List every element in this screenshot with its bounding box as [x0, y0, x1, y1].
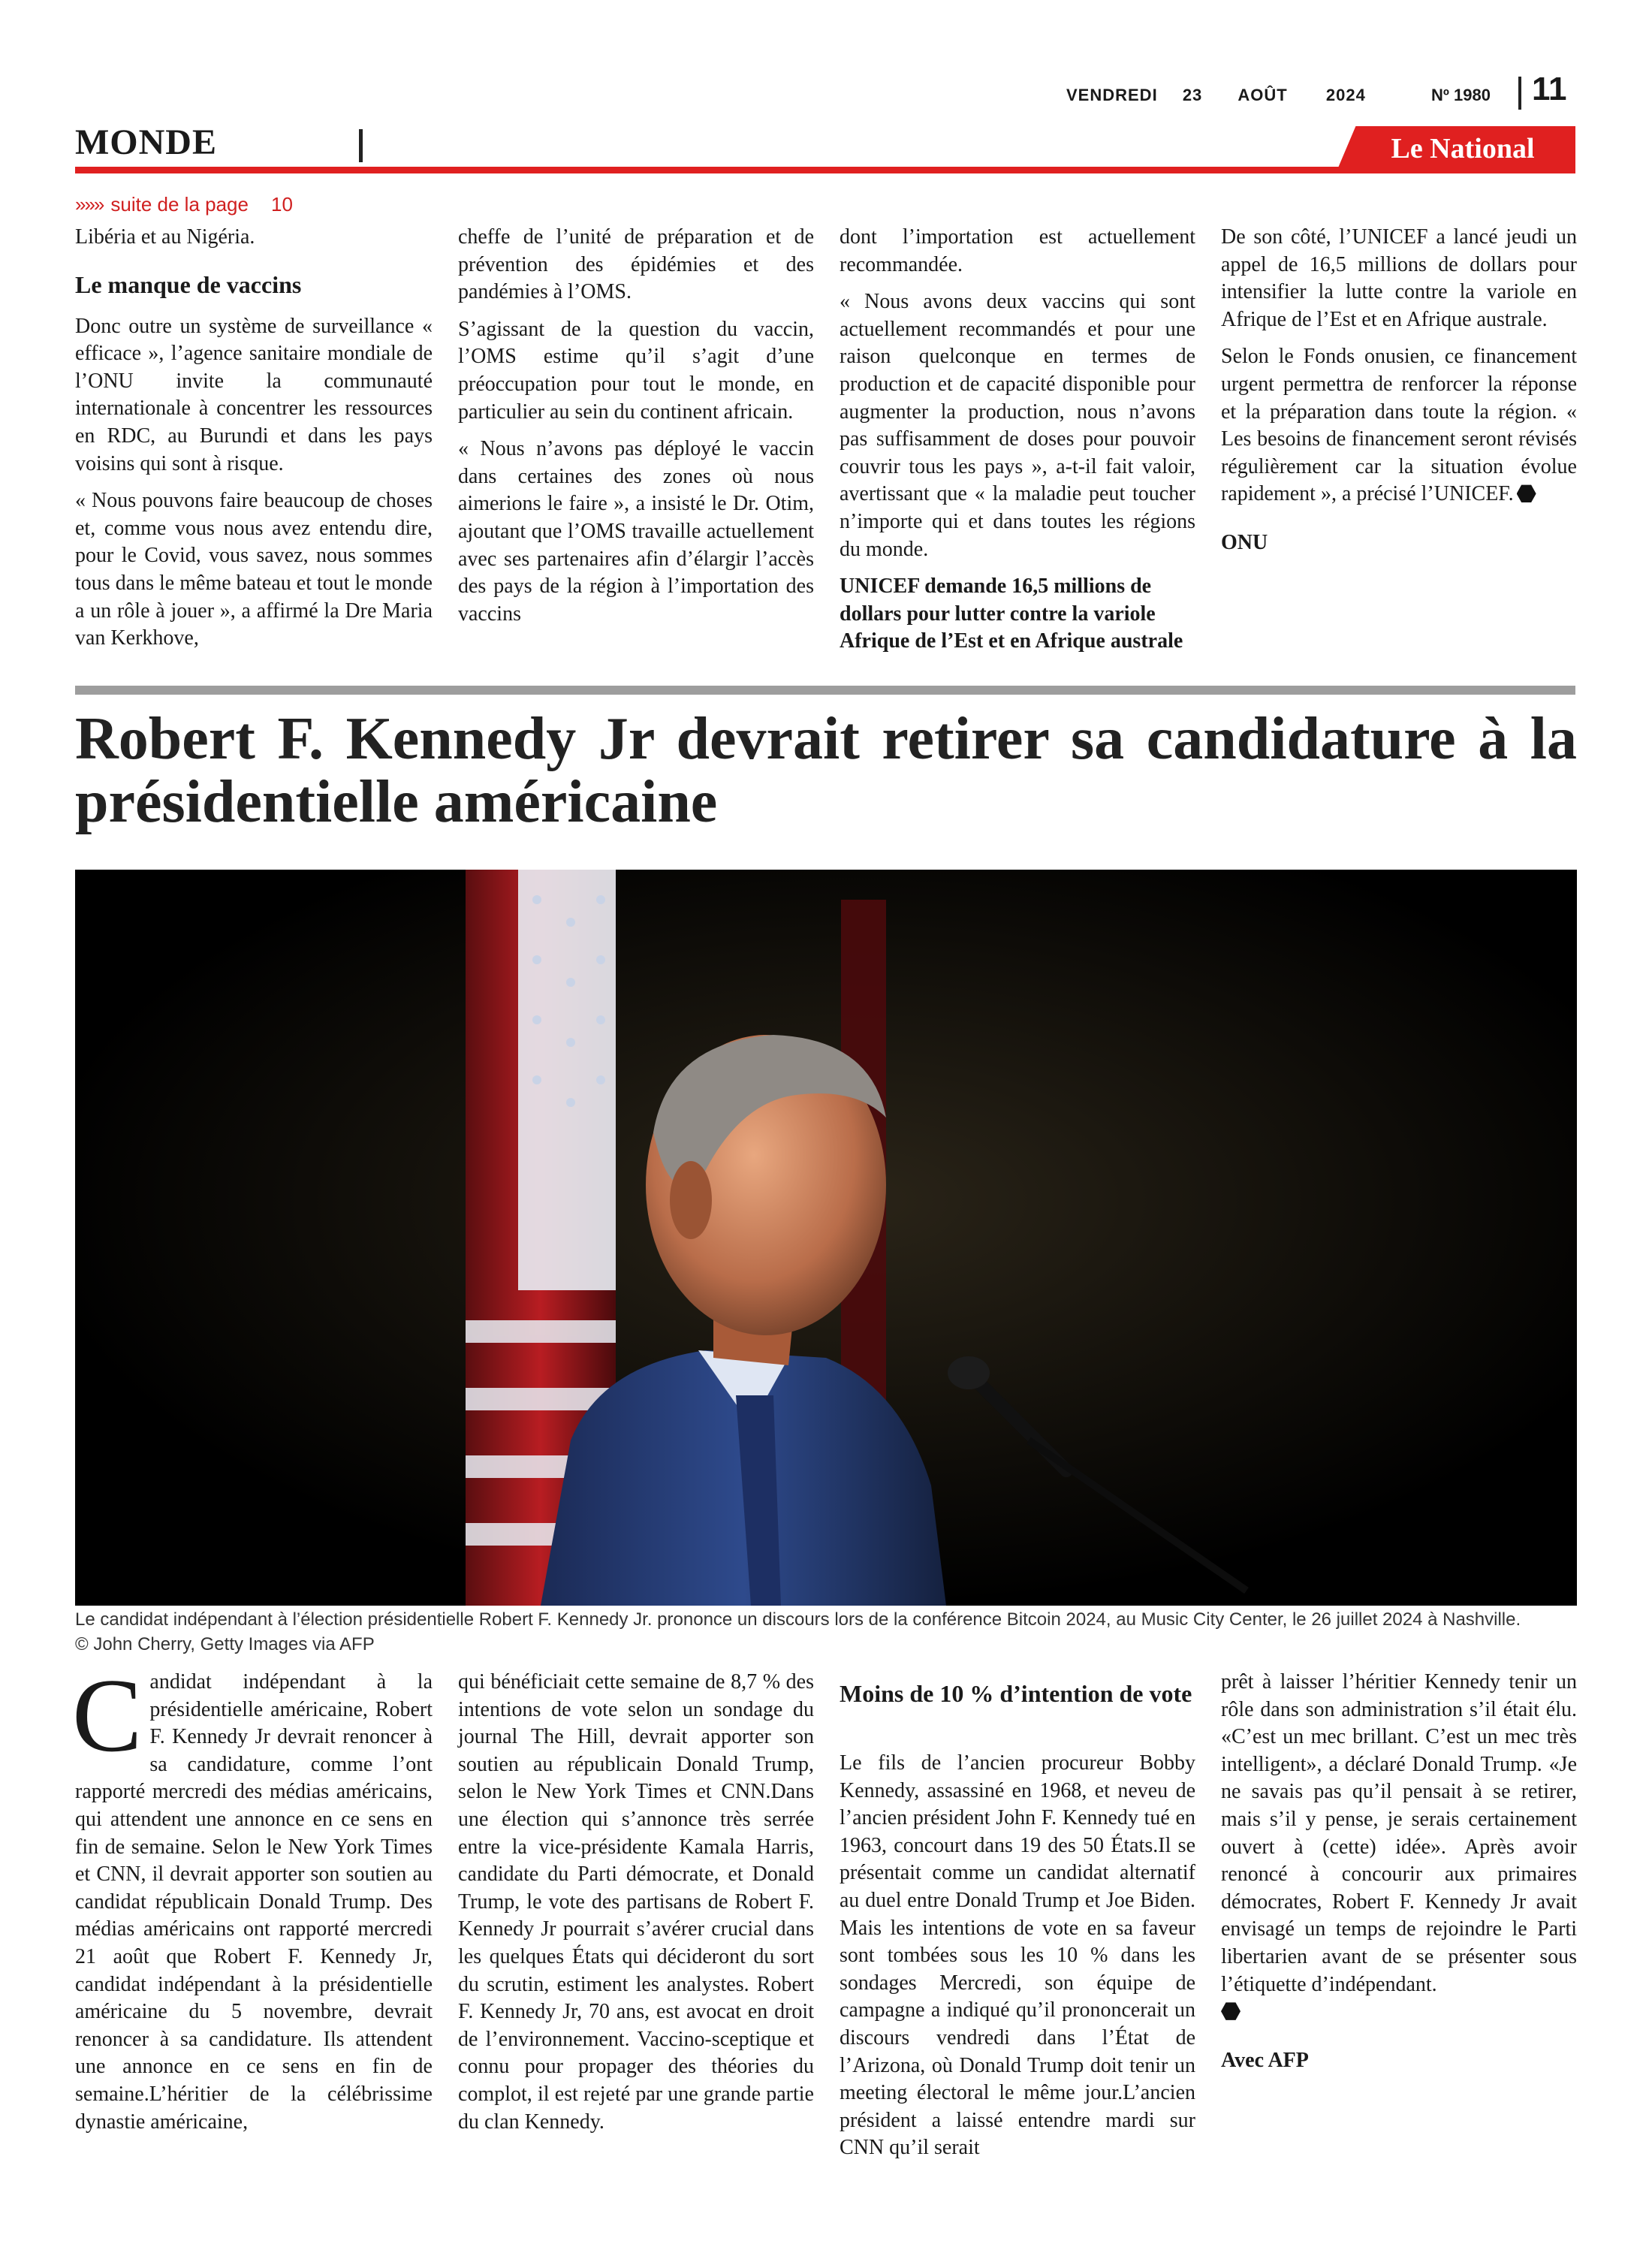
end-of-article-icon [1517, 484, 1536, 503]
continuation-reference[interactable] [75, 193, 293, 216]
date-day: VENDREDI [1066, 86, 1158, 104]
article-separator [75, 686, 1575, 695]
paragraph: « Nous n’avons pas déployé le vaccin dans certaines des zones où nous aimerions le faire », a insisté le Dr. Otim, ajoutant que l’OMS travaille actuellement avec ses partenaires afin d’élargir l’accès des pays de la région à l’importation des vaccins [458, 437, 814, 626]
paragraph-text: Selon le Fonds onusien, ce financement urgent permettra de renforcer la réponse et la préparation dans toute la région. « Les besoins de financement seront révisés régulièrement car la situation évolue rapidement », a précisé l’UNICEF. [1221, 345, 1577, 506]
page-number: 11 [1532, 71, 1567, 107]
paragraph: dont l’importation est actuellement recommandée. [840, 225, 1195, 276]
photo-credit: © John Cherry, Getty Images via AFP [75, 1634, 375, 1654]
date-num: 23 [1182, 86, 1203, 104]
drop-cap: C [72, 1657, 143, 1774]
brand-name: Le National [1391, 133, 1535, 164]
issue-number: Nº 1980 [1431, 86, 1491, 104]
paragraph: S’agissant de la question du vaccin, l’OMS estime qu’il s’agit d’une préoccupation pour tout le monde, en particulier au sein du continent africain. [458, 317, 814, 424]
top-article-column-2 [458, 224, 814, 638]
paragraph: « Nous pouvons faire beaucoup de choses et, comme vous nous avez entendu dire, pour le Covid, vous savez, nous sommes tous dans le même bateau et tout le monde a un rôle à jouer », a affirmé la Dre Maria van Kerkhove, [75, 489, 433, 650]
caption-text: Le candidat indépendant à l’élection présidentielle Robert F. Kennedy Jr. prononce un discours lors de la conférence Bitcoin 2024, au Music City Center, le 26 juillet 2024 à Nashville. [75, 1609, 1521, 1630]
main-article-column-1 [72, 1657, 433, 2146]
subheading: Moins de 10 % d’intention de vote [840, 1680, 1192, 1707]
paragraph-text: andidat indépendant à la présidentielle américaine, Robert F. Kennedy Jr devrait renoncer à sa candidature, comme l’ont rapporté mercredi des médias américains, qui attendent une annonce en ce sens en fin de semaine. Selon le New York Times et CNN, il devrait apporter son soutien au candidat républicain Donald Trump. Des médias américains ont rapporté mercredi 21 août que Robert F. Kennedy Jr, candidat indépendant à la présidentielle américaine du 5 novembre, devrait renoncer à sa candidature. Ils attendent une annonce en ce sens en fin de semaine.L’héritier de la célébrissime dynastie américaine, [75, 1670, 433, 2134]
paragraph [1221, 1669, 1577, 2026]
subheading: Le manque de vaccins [75, 270, 302, 298]
article-photo [75, 870, 1577, 1606]
continuation-label: suite de la page [110, 193, 249, 216]
paragraph: cheffe de l’unité de préparation et de prévention des épidémies et des pandémies à l’OMS. [458, 225, 814, 304]
paragraph-text: prêt à laisser l’héritier Kennedy tenir un rôle dans son administration s’il était élu. «C’est un mec brillant. C’est un mec très intelligent», a déclaré Donald Trump. «Je ne savais pas qu’il pensait à se retirer, mais s’il y pense, je serais certainement ouvert à (cette) idée». Après avoir renoncé à concourir aux primaires démocrates, Robert F. Kennedy Jr avait envisagé un temps de rejoindre le Parti libertarien avant de se présenter sous l’étiquette d’indépendant. [1221, 1670, 1577, 1996]
continuation-page: 10 [270, 193, 293, 216]
page-number-divider [1518, 77, 1521, 110]
article-signature: ONU [1221, 530, 1268, 554]
paragraph: Libéria et au Nigéria. [75, 225, 255, 249]
continuation-arrows-icon: »»» [75, 193, 104, 216]
top-article-column-1 [75, 224, 433, 662]
main-article-column-2 [458, 1669, 814, 2146]
dateline [1066, 86, 1366, 105]
top-article-column-3 [840, 224, 1195, 665]
section-title: MONDE [75, 122, 217, 162]
top-article-column-4 [1221, 224, 1577, 567]
paragraph: De son côté, l’UNICEF a lancé jeudi un appel de 16,5 millions de dollars pour intensifier la lutte contre la variole en Afrique de l’Est et en Afrique australe. [1221, 225, 1577, 331]
photo-caption [75, 1607, 1577, 1657]
section-divider [359, 129, 363, 162]
subheading: UNICEF demande 16,5 millions de dollars pour lutter contre la variole Afrique de l’Est et en Afrique australe [840, 575, 1183, 653]
paragraph: Le fils de l’ancien procureur Bobby Kennedy, assassiné en 1968, et neveu de l’ancien président John F. Kennedy tué en 1963, concourt dans 19 des 50 États.Il se présentait comme un candidat alternatif au duel entre Donald Trump et Joe Biden. Mais les intentions de vote en sa faveur sont tombées sous les 10 % dans les sondages Mercredi, son équipe de campagne a indiqué qu’il prononcerait un discours vendredi dans l’État de l’Arizona, où Donald Trump doit tenir un meeting électoral le même jour.L’ancien président a laissé entendre mardi sur CNN qu’il serait [840, 1751, 1195, 2160]
main-article-column-4 [1221, 1669, 1577, 2084]
main-article-column-3 [840, 1669, 1195, 2172]
headline: Robert F. Kennedy Jr devrait retirer sa candidature à la présidentielle américaine [75, 706, 1577, 835]
paragraph [1221, 343, 1577, 508]
date-month: AOÛT [1237, 86, 1288, 104]
paragraph: qui bénéficiait cette semaine de 8,7 % des intentions de vote selon un sondage du journal The Hill, devrait apporter son soutien au républicain Donald Trump, selon le New York Times et CNN.Dans une élection qui s’annonce très serrée entre la vice-présidente Kamala Harris, candidate du Parti démocrate, et Donald Trump, le vote des partisans de Robert F. Kennedy Jr pourrait s’avérer crucial dans les quelques États qui décideront du sort du scrutin, estiment les analystes. Robert F. Kennedy Jr, 70 ans, est avocat en droit de l’environnement. Vaccino-sceptique et connu pour propager des théories du complot, il est rejeté par une grande partie du clan Kennedy. [458, 1670, 814, 2134]
speaker-photo-illustration [75, 870, 1577, 1606]
date-year: 2024 [1325, 86, 1366, 104]
paragraph: Donc outre un système de surveillance « efficace », l’agence sanitaire mondiale de l’ONU invite la communauté internationale à concentrer les ressources en RDC, au Burundi et dans les pays voisins qui sont à risque. [75, 314, 433, 475]
end-of-article-icon [1221, 2001, 1241, 2021]
lead-paragraph [72, 1657, 433, 2136]
paragraph: « Nous avons deux vaccins qui sont actuellement recommandés et pour une raison quelconque en termes de production et de capacité disponible pour augmenter la production, nous n’avons pas suffisamment de doses pour pouvoir couvrir tous les pays », a-t-il fait valoir, avertissant que « la maladie peut toucher n’importe qui et dans toutes les régions du monde. [840, 290, 1195, 561]
article-signature: Avec AFP [1221, 2048, 1309, 2072]
header-rule [75, 167, 1575, 173]
